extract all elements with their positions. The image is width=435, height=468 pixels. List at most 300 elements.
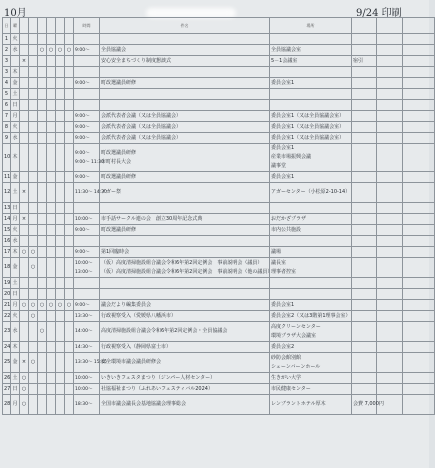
day-cell: 27 [3,384,11,395]
attendance-mark [47,311,56,322]
extra-cell [403,203,435,214]
weekday-cell: 火 [11,311,20,322]
attendance-mark [38,214,47,225]
attendance-mark [56,342,65,353]
time-cell-line: 9:00～ [75,227,90,233]
day-cell: 3 [3,56,11,67]
day-cell: 26 [3,373,11,384]
event-cell [100,395,270,415]
event-cell [100,183,270,203]
attendance-mark [20,225,29,236]
time-cell [74,56,100,67]
weekday-cell: 日 [11,100,20,111]
attendance-mark [47,225,56,236]
attendance-mark [56,373,65,384]
attendance-mark [47,236,56,247]
day-cell: 20 [3,289,11,300]
day-cell: 17 [3,247,11,258]
extra-cell [403,247,435,258]
note-cell [352,111,377,122]
event-cell [100,322,270,342]
table-row [3,89,435,100]
day-cell: 2 [3,45,11,56]
time-cell [74,89,100,100]
place-cell-line: 委員会室1（又は全員協議会室） [271,112,345,119]
extra-cell [403,111,435,122]
time-cell [74,258,100,278]
attendance-mark [56,89,65,100]
col-day: 日 [3,18,11,34]
attendance-mark: × [20,214,29,225]
attendance-mark [29,133,38,144]
attendance-mark [47,278,56,289]
table-row [3,300,435,311]
attendance-mark [65,214,74,225]
event-cell [100,311,270,322]
col-mark-1 [20,18,29,34]
place-cell-line: 委員会室2 [271,343,295,350]
attendance-mark [65,236,74,247]
attendance-mark [20,322,29,342]
day-cell: 9 [3,133,11,144]
weekday-cell: 火 [11,225,20,236]
place-cell-line: レンブラントホテル厚木 [271,401,326,407]
time-cell-line: 14:30～ [75,344,93,350]
time-cell-line: 9:00～ [75,47,90,53]
attendance-mark [20,45,29,56]
attendance-mark: ○ [56,45,65,56]
day-cell: 14 [3,214,11,225]
attendance-mark: ○ [29,311,38,322]
attendance-mark [65,322,74,342]
table-row [3,278,435,289]
attendance-mark [47,78,56,89]
attendance-mark [56,225,65,236]
time-cell [74,144,105,172]
attendance-mark: ○ [38,45,47,56]
event-cell [100,45,270,56]
day-cell: 3 [3,67,11,78]
time-cell-line: 9:00～ [75,150,90,156]
event-cell-line: アガー祭 [101,189,121,195]
attendance-mark [38,133,47,144]
time-cell [74,67,100,78]
event-cell [100,133,270,144]
attendance-mark [38,203,47,214]
event-cell [100,67,270,78]
weekday-cell: 水 [11,236,20,247]
time-cell [74,111,100,122]
day-cell: 21 [3,300,11,311]
attendance-mark [65,247,74,258]
attendance-mark [20,111,29,122]
day-cell: 19 [3,278,11,289]
attendance-mark [29,78,38,89]
attendance-mark [47,100,56,111]
attendance-mark: ○ [29,353,38,373]
extra-cell [377,289,403,300]
event-cell-line: 第1回臨時会 [101,248,130,255]
attendance-mark [65,373,74,384]
time-cell [74,34,100,45]
extra-cell [403,45,435,56]
weekday-cell: 金 [11,172,20,183]
table-row [3,78,435,89]
place-cell-line: 市内公共施設 [271,226,302,233]
time-cell [74,214,100,225]
event-cell-line: いきいきフェスタまつり（ジンパー人材センター） [101,374,216,381]
extra-cell [377,214,403,225]
table-row [3,353,435,373]
place-cell [270,300,352,311]
attendance-mark [65,225,74,236]
time-cell-line: 13:00～ [75,269,93,275]
attendance-mark [20,311,29,322]
place-cell-line: おだかざプラザ [271,215,307,222]
attendance-mark [56,183,65,203]
attendance-mark [47,133,56,144]
event-cell-line: 会派代表者会議（又は全員協議会） [101,134,182,141]
event-cell [100,100,270,111]
extra-cell [403,144,435,172]
extra-cell [403,34,435,45]
attendance-mark [65,89,74,100]
weekday-cell: 月 [11,111,20,122]
weekday-cell: 日 [11,203,20,214]
place-cell [270,236,352,247]
note-cell [352,384,377,395]
place-cell [270,278,352,289]
extra-cell [377,236,403,247]
weekday-cell: 月 [11,395,20,415]
col-mark-4 [47,18,56,34]
weekday-cell: 火 [11,34,20,45]
place-cell [270,353,352,373]
table-row [3,203,435,214]
attendance-mark: ○ [56,300,65,311]
attendance-mark: ○ [20,247,29,258]
table-row [3,111,435,122]
time-cell [74,247,100,258]
attendance-mark [20,34,29,45]
attendance-mark [56,111,65,122]
attendance-mark [47,172,56,183]
extra-cell [403,236,435,247]
attendance-mark [20,278,29,289]
day-cell: 24 [3,342,11,353]
event-cell-line: 全員協議会 [101,46,127,53]
time-cell-line: 11:30～ 14:30 [75,190,107,195]
place-cell-line: 委員会室2（又は3階第1理事会室） [271,312,351,319]
extra-cell [403,89,435,100]
weekday-cell: 金 [11,353,20,373]
attendance-mark [38,122,47,133]
attendance-mark [20,289,29,300]
time-cell-line: 9:00～ [75,135,90,141]
note-cell [352,342,377,353]
event-cell [100,122,270,133]
extra-cell [377,300,403,311]
day-cell: 10 [3,144,11,172]
extra-cell [403,311,435,322]
table-row [3,225,435,236]
place-cell [270,214,352,225]
month-title: 10月 [4,8,27,19]
extra-cell [403,258,435,278]
attendance-mark [56,144,65,172]
attendance-mark [65,289,74,300]
extra-cell [403,300,435,311]
time-cell [74,225,100,236]
table-row [3,236,435,247]
day-cell: 4 [3,78,11,89]
attendance-mark [47,203,56,214]
event-cell [100,203,270,214]
col-event: 件名 [100,18,270,34]
col-mark-6 [65,18,74,34]
attendance-mark [20,342,29,353]
event-cell [100,78,270,89]
note-cell [352,172,377,183]
col-extra-2 [377,18,403,34]
note-cell [352,258,377,278]
event-cell-line: 会派代表者会議（又は全員協議会） [101,123,182,130]
attendance-mark [56,395,65,415]
attendance-mark [29,373,38,384]
attendance-mark [38,172,47,183]
extra-cell [403,373,435,384]
attendance-mark [29,203,38,214]
attendance-mark [29,172,38,183]
attendance-mark: ○ [20,384,29,395]
extra-cell [377,122,403,133]
time-cell [74,203,100,214]
place-cell [270,373,352,384]
event-cell [100,373,270,384]
attendance-mark [29,45,38,56]
note-cell [352,78,377,89]
attendance-mark: ○ [20,395,29,415]
attendance-mark [65,384,74,395]
table-row [3,342,435,353]
time-cell [74,342,100,353]
day-cell: 12 [3,183,11,203]
event-cell [100,111,270,122]
weekday-cell: 土 [11,373,20,384]
extra-cell [403,133,435,144]
note-cell [352,236,377,247]
attendance-mark [20,172,29,183]
note-cell [352,45,377,56]
attendance-mark [38,78,47,89]
extra-cell [403,353,435,373]
event-cell [100,236,270,247]
attendance-mark [20,236,29,247]
place-cell [270,289,352,300]
col-mark-5 [56,18,65,34]
weekday-cell: 火 [11,122,20,133]
attendance-mark [47,144,56,172]
attendance-mark [29,342,38,353]
col-weekday: 曜 [11,18,20,34]
place-cell [270,203,352,214]
place-cell [270,133,352,144]
attendance-mark [47,247,56,258]
day-cell: 1 [3,34,11,45]
attendance-mark [29,236,38,247]
attendance-mark [56,67,65,78]
attendance-mark: ○ [20,373,29,384]
attendance-mark [29,100,38,111]
time-cell-line: 10:00～ [75,260,93,266]
time-cell [74,172,100,183]
place-cell-line: 高度クリーンセンター [271,323,321,330]
attendance-mark [47,342,56,353]
extra-cell [377,342,403,353]
weekday-cell: 日 [11,384,20,395]
table-row [3,172,435,183]
place-cell-line: 委員会室1 [271,173,295,180]
extra-cell [403,56,435,67]
attendance-mark [65,78,74,89]
attendance-mark [56,322,65,342]
attendance-mark [29,122,38,133]
extra-cell [377,172,403,183]
attendance-mark [29,34,38,45]
attendance-mark [47,258,56,278]
attendance-mark [20,122,29,133]
table-row [3,34,435,45]
note-cell [352,322,377,342]
attendance-mark [38,258,47,278]
extra-cell [403,172,435,183]
attendance-mark [20,133,29,144]
place-cell-line: 砂防会館別館 [271,354,302,361]
event-cell-line: 行政視察受入（愛媛県八幡浜市） [101,312,177,319]
extra-cell [377,278,403,289]
weekday-cell [11,56,20,67]
place-cell-line: 生きがい大学 [271,374,302,381]
table-row [3,373,435,384]
table-row [3,258,435,278]
place-cell-line: 委員会室1 [271,301,295,308]
event-cell-line: 全国市議会議長会基地協議会理事総会 [101,401,187,407]
attendance-mark: ○ [47,300,56,311]
attendance-mark [20,89,29,100]
note-cell [352,278,377,289]
time-cell-line: 10:00～ [75,386,93,392]
extra-cell [377,34,403,45]
attendance-mark [38,89,47,100]
attendance-mark [38,278,47,289]
extra-cell [377,384,403,395]
extra-cell [403,67,435,78]
weekday-cell: 月 [11,214,20,225]
extra-cell [403,225,435,236]
attendance-mark [65,111,74,122]
extra-cell [377,183,403,203]
time-cell [74,122,100,133]
time-cell [74,300,100,311]
event-cell-line: 町改選議員研修 [101,226,137,233]
attendance-mark [29,289,38,300]
schedule-table [2,17,435,415]
time-cell [74,45,100,56]
attendance-mark [47,89,56,100]
extra-cell [403,342,435,353]
note-cell [352,289,377,300]
place-cell [270,56,352,67]
attendance-mark: ○ [20,300,29,311]
attendance-mark [20,78,29,89]
time-cell [74,395,100,415]
day-cell: 6 [3,100,11,111]
attendance-mark [29,111,38,122]
note-cell [352,100,377,111]
attendance-mark [29,183,38,203]
extra-cell [377,203,403,214]
event-cell [100,384,270,395]
extra-cell [403,214,435,225]
place-cell-line: アガーセンター（小松原2-10-14） [271,189,351,195]
attendance-mark [65,56,74,67]
attendance-mark [38,247,47,258]
attendance-mark [47,111,56,122]
day-cell: 28 [3,395,11,415]
attendance-mark [29,225,38,236]
attendance-mark [56,311,65,322]
note-cell [352,353,377,373]
weekday-cell: 月 [11,300,20,311]
attendance-mark [65,311,74,322]
day-cell: 5 [3,89,11,100]
note-cell [352,183,377,203]
attendance-mark [56,384,65,395]
event-cell-line: 町改選議員研修 [101,149,137,156]
extra-cell [377,67,403,78]
attendance-mark [47,353,56,373]
place-cell [270,225,352,236]
event-cell [100,278,270,289]
weekday-cell: 土 [11,278,20,289]
place-cell [270,89,352,100]
day-cell: 18 [3,258,11,278]
time-cell-line: 9:00～ [75,113,90,119]
place-cell [270,67,352,78]
note-cell [352,214,377,225]
attendance-mark [38,342,47,353]
place-cell [270,144,352,172]
attendance-mark [56,236,65,247]
note-cell: 宿引 [352,56,377,67]
attendance-mark [38,384,47,395]
weekday-cell: 木 [11,342,20,353]
event-cell [100,225,270,236]
attendance-mark: ○ [38,322,47,342]
attendance-mark [65,67,74,78]
attendance-mark [56,353,65,373]
weekday-cell: 水 [11,322,20,342]
time-cell-line: 10:00～ [75,375,93,381]
time-cell-line: 13:30～ 15:45 [75,360,107,365]
attendance-mark [29,214,38,225]
attendance-mark [38,311,47,322]
attendance-mark [47,373,56,384]
day-cell: 13 [3,203,11,214]
attendance-mark [56,56,65,67]
time-cell [74,322,100,342]
place-cell [270,258,352,278]
